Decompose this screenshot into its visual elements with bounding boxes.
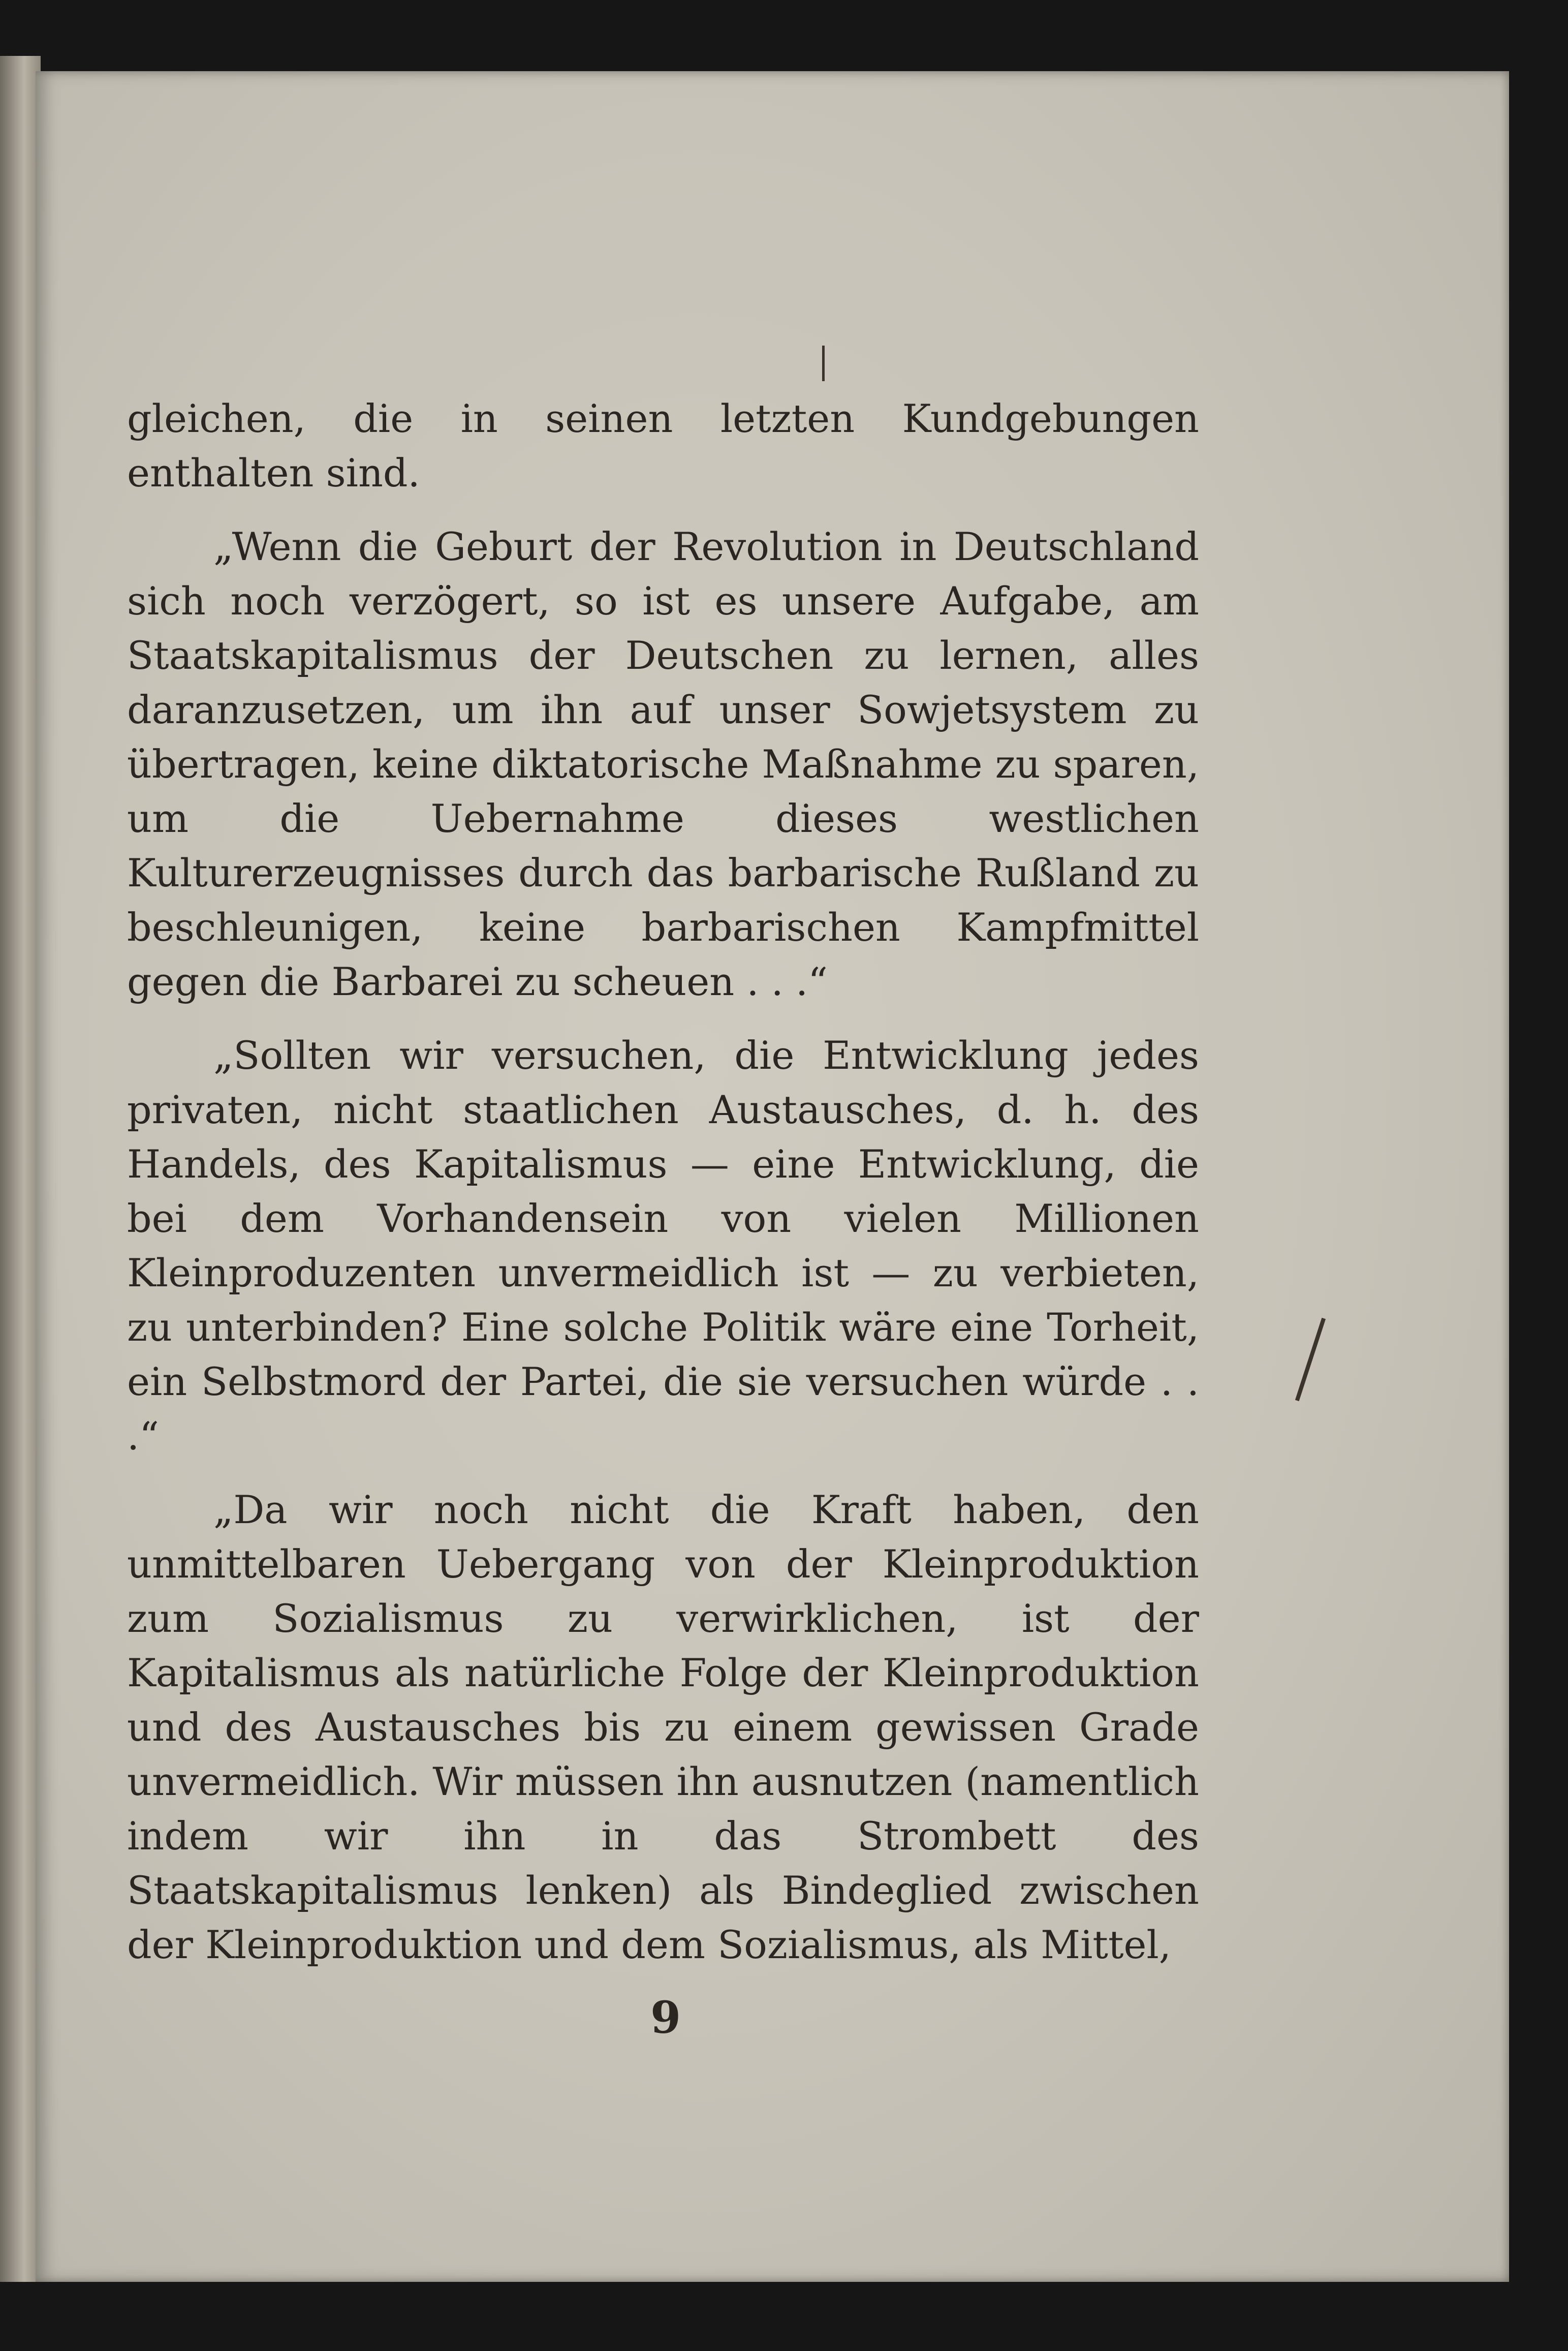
book-page: [36, 71, 1509, 2282]
left-page-edge: [0, 56, 41, 2282]
quote-paragraph-2: „Sollten wir versuchen, die Entwicklung jedes privaten, nicht staatlichen Austausches, d. h. des Handels, des Kapitalismus — eine Entwicklung, die bei dem Vorhandensein von vielen Millionen Kleinproduzenten unvermeidlich ist — zu verbieten, zu unterbinden? Eine solche Politik wäre eine Torheit, ein Selbstmord der Partei, die sie versuchen würde . . .“: [127, 1033, 1199, 1459]
quote-paragraph-3: „Da wir noch nicht die Kraft haben, den unmittelbaren Uebergang von der Kleinproduktion zum Sozialismus zu verwirklichen, ist der Kapitalismus als natürliche Folge der Kleinproduktion und des Austausches bis zu einem gewissen Grade unvermeidlich. Wir müssen ihn ausnutzen (namentlich indem wir ihn in das Strombett des Staatskapitalismus lenken) als Bindeglied zwischen der Kleinproduktion und dem Sozialismus, als Mittel,: [127, 1487, 1199, 1967]
body-text: [127, 391, 1199, 1972]
ink-mark: [822, 346, 825, 381]
margin-pencil-mark: [1295, 1318, 1326, 1401]
paragraph-continuation: gleichen, die in seinen letzten Kundgebungen enthalten sind.: [127, 396, 1199, 496]
page-number: 9: [650, 1992, 681, 2044]
quote-paragraph-1: „Wenn die Geburt der Revolution in Deutschland sich noch verzögert, so ist es unsere Aufgabe, am Staatskapitalismus der Deutschen zu lernen, alles daranzusetzen, um ihn auf unser Sowjetsystem zu übertragen, keine diktatorische Maßnahme zu sparen, um die Uebernahme dieses westlichen Kulturerzeugnisses durch das barbarische Rußland zu beschleunigen, keine barbarischen Kampfmittel gegen die Barbarei zu scheuen . . .“: [127, 524, 1199, 1004]
